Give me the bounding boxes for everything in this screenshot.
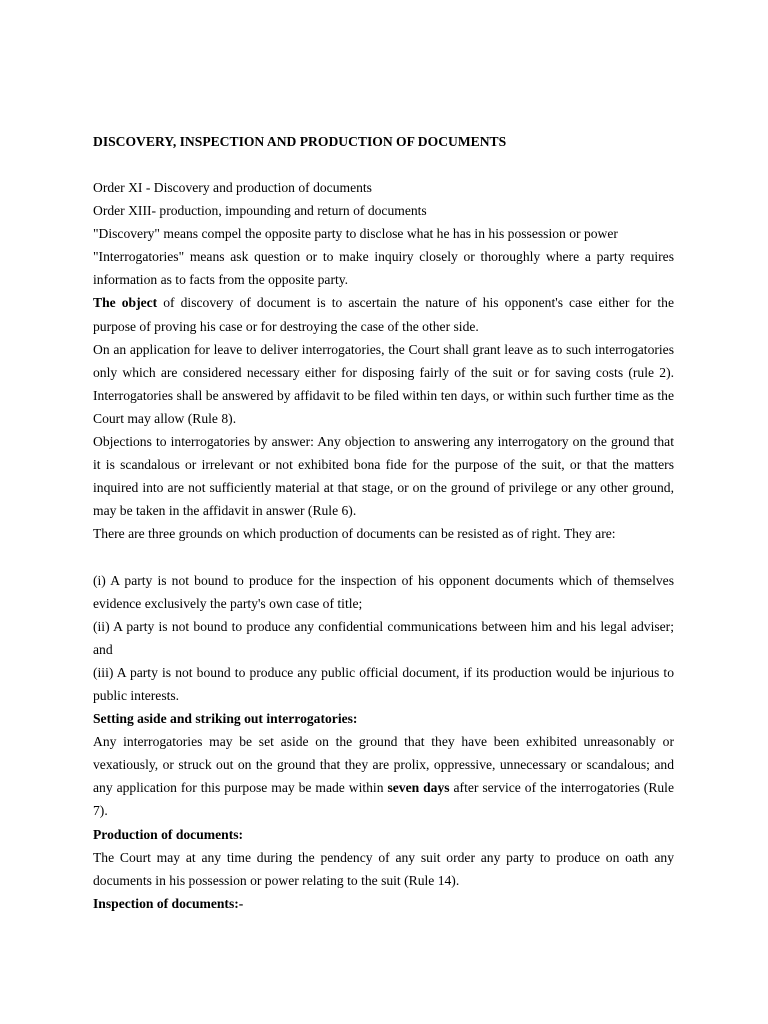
spacer: [93, 153, 674, 176]
order-xi-line: Order XI - Discovery and production of documents: [93, 180, 372, 195]
production-heading: [93, 823, 674, 846]
document-page: [93, 130, 674, 915]
inspection-heading-text: Inspection of documents:-: [93, 895, 244, 911]
setting-aside-text-2: after service of the interrogatories (Rule 7).: [93, 780, 674, 819]
document-title: DISCOVERY, INSPECTION AND PRODUCTION OF DOCUMENTS: [93, 134, 507, 149]
discovery-definition: "Discovery" means compel the opposite party to disclose what he has in his possession or power: [93, 226, 618, 242]
object-paragraph: [93, 291, 674, 337]
ground-i: (i) A party is not bound to produce for the inspection of his opponent documents which of themselves evidence exclusively the party's own case of title;: [93, 572, 674, 611]
setting-aside-paragraph: [93, 730, 674, 822]
inspection-heading: [93, 892, 674, 915]
ground-iii: (iii) A party is not bound to produce any public official document, if its production would be injurious to public interests.: [93, 664, 674, 703]
setting-aside-bold: seven days: [387, 780, 450, 796]
objections-paragraph: Objections to interrogatories by answer: Any objection to answering any interrogatory on the ground that it is scandalous or irrelevant or not exhibited bona fide for the purpose of the suit, or that the matters inquired into are not sufficiently material at that stage, or on the ground of privilege or any other ground, may be taken in the affidavit in answer (Rule 6).: [93, 434, 674, 519]
ground-ii: (ii) A party is not bound to produce any confidential communications between him and his legal adviser; and: [93, 618, 674, 657]
spacer: [93, 546, 674, 569]
order-xiii-line: Order XIII- production, impounding and return of documents: [93, 203, 427, 219]
object-lead: The object: [93, 295, 158, 311]
application-paragraph: On an application for leave to deliver interrogatories, the Court shall grant leave as to such interrogatories only which are considered necessary either for disposing fairly of the suit or for saving costs (rule 2). Interrogatories shall be answered by affidavit to be filed within ten days, or within such further time as the Court may allow (Rule 8).: [93, 341, 674, 426]
production-paragraph: The Court may at any time during the pendency of any suit order any party to produce on oath any documents in his possession or power relating to the suit (Rule 14).: [93, 849, 674, 888]
interrogatories-definition: "Interrogatories" means ask question or to make inquiry closely or thoroughly where a party requires information as to facts from the opposite party.: [93, 249, 674, 288]
setting-aside-heading-text: Setting aside and striking out interrogatories:: [93, 711, 358, 727]
grounds-intro: There are three grounds on which production of documents can be resisted as of right. They are:: [93, 526, 616, 542]
object-text: of discovery of document is to ascertain the nature of his opponent's case either for the purpose of proving his case or for destroying the case of the other side.: [93, 295, 674, 334]
setting-aside-heading: [93, 707, 674, 730]
production-heading-text: Production of documents:: [93, 826, 244, 842]
setting-aside-text-1: Any interrogatories may be set aside on the ground that they have been exhibited unreasonably or vexatiously, or struck out on the ground that they are prolix, oppressive, unnecessary or scandalous; and any application for this purpose may be made within: [93, 734, 674, 796]
